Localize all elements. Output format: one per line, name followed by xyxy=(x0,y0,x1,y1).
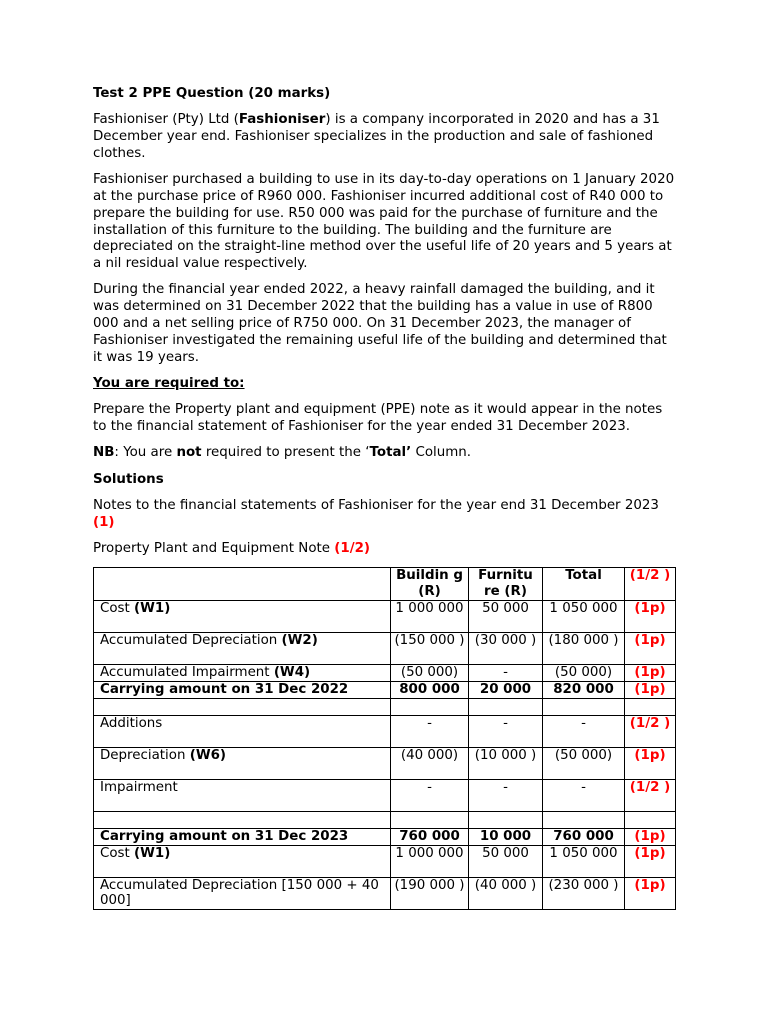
nb-label: NB xyxy=(93,445,115,461)
table-header-row xyxy=(94,568,676,600)
header-total: Total xyxy=(543,568,625,600)
row-label xyxy=(94,877,391,909)
row-furniture: 50 000 xyxy=(469,845,543,877)
row-mark: (1p) xyxy=(625,664,676,681)
row-total: (50 000) xyxy=(543,664,625,681)
table-row xyxy=(94,600,676,632)
row-building: 800 000 xyxy=(391,681,469,698)
row-label-ref: (W4) xyxy=(273,664,311,680)
row-furniture: - xyxy=(469,715,543,747)
row-total: (230 000 ) xyxy=(543,877,625,909)
table-row xyxy=(94,632,676,664)
nb-text-3: Column. xyxy=(411,445,472,461)
row-mark xyxy=(625,811,676,828)
row-total: - xyxy=(543,715,625,747)
row-total: 1 050 000 xyxy=(543,845,625,877)
row-total: - xyxy=(543,779,625,811)
notes-line-text: Notes to the financial statements of Fashioniser for the year end 31 December 2023 xyxy=(93,497,659,513)
notes-line-mark: (1) xyxy=(93,514,115,530)
row-mark: (1p) xyxy=(625,845,676,877)
table-row xyxy=(94,715,676,747)
row-building: 760 000 xyxy=(391,828,469,845)
row-building: (150 000 ) xyxy=(391,632,469,664)
row-label-ref: (W1) xyxy=(134,600,171,616)
row-label-text: Depreciation xyxy=(100,747,190,763)
notes-line xyxy=(93,498,678,532)
required-text: Prepare the Property plant and equipment (PPE) note as it would appear in the notes to the financial statement of Fashioniser for the year ended 31 December 2023. xyxy=(93,402,663,435)
table-row xyxy=(94,779,676,811)
row-mark: (1p) xyxy=(625,681,676,698)
header-mark: (1/2 ) xyxy=(625,568,676,600)
table-row xyxy=(94,681,676,698)
document-page xyxy=(93,86,678,910)
table-row xyxy=(94,877,676,909)
ppe-note-line-mark: (1/2) xyxy=(334,541,371,557)
row-furniture xyxy=(469,698,543,715)
row-building: - xyxy=(391,779,469,811)
row-total: 760 000 xyxy=(543,828,625,845)
row-furniture: (10 000 ) xyxy=(469,747,543,779)
row-furniture: - xyxy=(469,664,543,681)
table-row xyxy=(94,664,676,681)
required-heading: You are required to: xyxy=(93,375,245,391)
row-furniture: 50 000 xyxy=(469,600,543,632)
ppe-note-line xyxy=(93,541,678,558)
row-label-text: Carrying amount on 31 Dec 2022 xyxy=(100,681,349,697)
row-total: 820 000 xyxy=(543,681,625,698)
row-label xyxy=(94,811,391,828)
row-mark: (1p) xyxy=(625,828,676,845)
row-label-ref: (W2) xyxy=(281,632,318,648)
row-label xyxy=(94,698,391,715)
row-mark: (1p) xyxy=(625,877,676,909)
header-building: Buildin g (R) xyxy=(391,568,469,600)
row-label xyxy=(94,632,391,664)
row-label xyxy=(94,715,391,747)
row-total: 1 050 000 xyxy=(543,600,625,632)
row-label xyxy=(94,828,391,845)
row-building: 1 000 000 xyxy=(391,845,469,877)
row-mark xyxy=(625,698,676,715)
nb-total: Total’ xyxy=(369,445,412,461)
nb-paragraph xyxy=(93,445,678,462)
nb-text-1: : You are xyxy=(114,445,177,461)
purchase-paragraph: Fashioniser purchased a building to use in its day-to-day operations on 1 January 2020 at the purchase price of R960 000. Fashioniser incurred additional cost of R40 000 to prepare the building for use. R50 000 was paid for the purchase of furniture and the installation of this furniture to the building. The building and the furniture are depreciated on the straight-line method over the useful life of 20 years and 5 years at a nil residual value respectively. xyxy=(93,172,675,272)
row-total: (180 000 ) xyxy=(543,632,625,664)
row-building: (190 000 ) xyxy=(391,877,469,909)
row-label-text: Accumulated Impairment xyxy=(100,664,274,680)
impairment-paragraph: During the financial year ended 2022, a heavy rainfall damaged the building, and it was determined on 31 December 2022 that the building has a value in use of R800 000 and a net selling price of R750 000. On 31 December 2023, the manager of Fashioniser investigated the remaining useful life of the building and determined that it was 19 years. xyxy=(93,282,667,365)
row-total: (50 000) xyxy=(543,747,625,779)
row-total xyxy=(543,811,625,828)
table-row xyxy=(94,811,676,828)
row-furniture: 10 000 xyxy=(469,828,543,845)
page-title: Test 2 PPE Question (20 marks) xyxy=(93,86,331,101)
row-furniture: 20 000 xyxy=(469,681,543,698)
row-label xyxy=(94,600,391,632)
row-building: (50 000) xyxy=(391,664,469,681)
row-label-ref: (W6) xyxy=(189,747,227,763)
nb-not: not xyxy=(176,445,202,461)
nb-text-2: required to present the ‘ xyxy=(201,445,370,461)
intro-text-pre: Fashioniser (Pty) Ltd ( xyxy=(93,112,239,128)
row-furniture: (30 000 ) xyxy=(469,632,543,664)
table-row xyxy=(94,845,676,877)
row-label-text: Cost xyxy=(100,845,135,861)
row-mark: (1/2 ) xyxy=(625,715,676,747)
row-total xyxy=(543,698,625,715)
header-furniture: Furnitu re (R) xyxy=(469,568,543,600)
row-label-text: Accumulated Depreciation [150 000 + 40 000] xyxy=(100,877,379,909)
ppe-note-line-text: Property Plant and Equipment Note xyxy=(93,541,335,557)
row-label xyxy=(94,845,391,877)
row-mark: (1p) xyxy=(625,600,676,632)
ppe-table xyxy=(93,567,676,909)
row-label-text: Impairment xyxy=(100,779,178,795)
row-building xyxy=(391,811,469,828)
row-building xyxy=(391,698,469,715)
row-label-ref: (W1) xyxy=(134,845,171,861)
row-label-text: Additions xyxy=(100,715,163,731)
row-mark: (1p) xyxy=(625,747,676,779)
row-label xyxy=(94,779,391,811)
row-building: (40 000) xyxy=(391,747,469,779)
table-row xyxy=(94,698,676,715)
row-furniture: (40 000 ) xyxy=(469,877,543,909)
row-building: - xyxy=(391,715,469,747)
row-label-text: Accumulated Depreciation xyxy=(100,632,282,648)
row-label xyxy=(94,747,391,779)
row-furniture xyxy=(469,811,543,828)
solutions-heading: Solutions xyxy=(93,471,164,487)
intro-text-post: ) is a company incorporated in 2020 and has a 31 December year end. Fashioniser specializes in the production and sale of fashioned clothes. xyxy=(93,112,660,161)
row-mark: (1p) xyxy=(625,632,676,664)
row-label xyxy=(94,681,391,698)
row-label-text: Cost xyxy=(100,600,135,616)
row-label-text: Carrying amount on 31 Dec 2023 xyxy=(100,828,349,844)
row-label xyxy=(94,664,391,681)
intro-company-name: Fashioniser xyxy=(238,112,326,128)
header-label-cell xyxy=(94,568,391,600)
row-building: 1 000 000 xyxy=(391,600,469,632)
table-row xyxy=(94,828,676,845)
row-mark: (1/2 ) xyxy=(625,779,676,811)
table-row xyxy=(94,747,676,779)
intro-paragraph xyxy=(93,112,678,162)
row-furniture: - xyxy=(469,779,543,811)
